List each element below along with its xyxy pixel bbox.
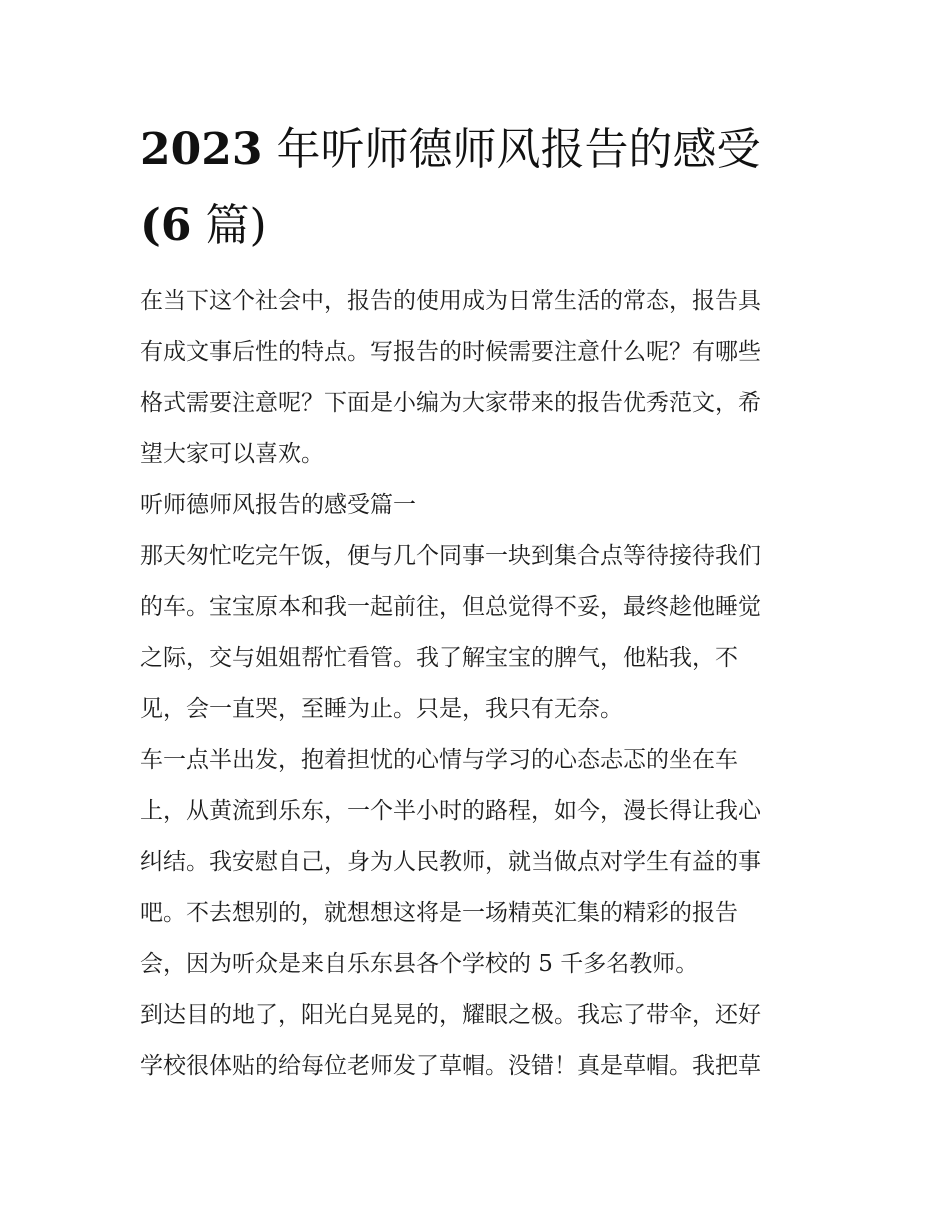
text-line: 有成文事后性的特点。写报告的时候需要注意什么呢？有哪些	[140, 339, 761, 365]
section-heading: 听师德师风报告的感受篇一	[140, 492, 416, 518]
title-count: 6	[160, 200, 192, 251]
text-line: 格式需要注意呢？下面是小编为大家带来的报告优秀范文，希	[140, 390, 761, 416]
text-line: 学校很体贴的给每位老师发了草帽。没错！真是草帽。我把草	[140, 1053, 761, 1079]
document-body	[140, 276, 812, 1092]
document-title	[140, 112, 812, 264]
document-page	[140, 112, 812, 1092]
title-line-1	[140, 112, 812, 188]
text-line: 之际，交与姐姐帮忙看管。我了解宝宝的脾气，他粘我，不	[140, 645, 738, 671]
title-line-2-text: 篇)	[205, 200, 267, 251]
text-line: 在当下这个社会中，报告的使用成为日常生活的常态，报告具	[140, 288, 761, 314]
body-paragraph-1	[140, 531, 812, 735]
body-paragraph-3	[140, 990, 812, 1092]
title-line-2	[140, 188, 812, 264]
text-line: 那天匆忙吃完午饭，便与几个同事一块到集合点等待接待我们	[140, 543, 761, 569]
text-line: 车一点半出发，抱着担忧的心情与学习的心态忐忑的坐在车	[140, 747, 738, 773]
text-line: 的车。宝宝原本和我一起前往，但总觉得不妥，最终趁他睡觉	[140, 594, 761, 620]
text-line: 会，因为听众是来自乐东县各个学校的 5 千多名教师。	[140, 951, 699, 977]
text-line: 吧。不去想别的，就想想这将是一场精英汇集的精彩的报告	[140, 900, 738, 926]
text-line: 到达目的地了，阳光白晃晃的，耀眼之极。我忘了带伞，还好	[140, 1002, 761, 1028]
text-line: 见，会一直哭，至睡为止。只是，我只有无奈。	[140, 696, 623, 722]
title-paren-open: (	[140, 200, 161, 251]
title-year: 2023	[140, 124, 263, 175]
text-line: 望大家可以喜欢。	[140, 441, 324, 467]
body-paragraph-2	[140, 735, 812, 990]
text-line: 上，从黄流到乐东，一个半小时的路程，如今，漫长得让我心	[140, 798, 761, 824]
title-line-1-text: 年听师德师风报告的感受	[276, 124, 761, 175]
text-line: 纠结。我安慰自己，身为人民教师，就当做点对学生有益的事	[140, 849, 761, 875]
intro-paragraph	[140, 276, 812, 480]
